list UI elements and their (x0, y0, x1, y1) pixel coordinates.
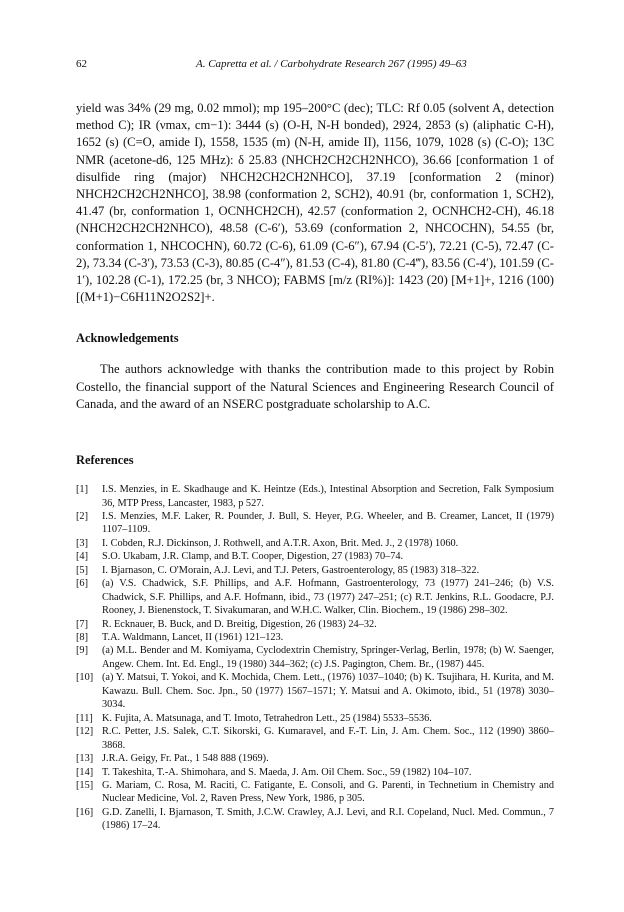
reference-number: [6] (76, 578, 89, 590)
reference-text: I. Bjarnason, C. O'Morain, A.J. Levi, and T.J. Peters, Gastroenterology, 85 (1983) 318–322. (102, 564, 480, 576)
running-head (76, 58, 554, 74)
journal-page (76, 58, 554, 833)
reference-number: [13] (76, 753, 94, 765)
reference-item (76, 510, 554, 537)
reference-number: [4] (76, 551, 89, 563)
experimental-paragraph (76, 100, 554, 306)
reference-text: (a) M.L. Bender and M. Komiyama, Cyclodextrin Chemistry, Springer-Verlag, Berlin, 1978; (b) W. Saenger, Angew. Chem. Int. Ed. Engl., 19 (1980) 344–362; (c) J.S. Pagington, Chem. Br., (1987) 445. (102, 645, 554, 670)
reference-number: [15] (76, 780, 94, 792)
reference-item (76, 550, 554, 563)
reference-item (76, 631, 554, 644)
reference-item (76, 725, 554, 752)
reference-text: G. Mariam, C. Rosa, M. Raciti, C. Fatigante, E. Consoli, and G. Parenti, in Technetium in Chemistry and Nuclear Medicine, Vol. 2, Raven Press, New York, 1986, p 305. (102, 780, 554, 805)
reference-text: I.S. Menzies, M.F. Laker, R. Pounder, J. Bull, S. Heyer, P.G. Wheeler, and B. Creamer, Lancet, II (1979) 1107–1109. (102, 510, 554, 536)
reference-number: [12] (76, 726, 94, 738)
reference-item (76, 712, 554, 725)
reference-text: R. Ecknauer, B. Buck, and D. Breitig, Digestion, 26 (1983) 24–32. (102, 618, 377, 630)
reference-item (76, 779, 554, 806)
reference-text: J.R.A. Geigy, Fr. Pat., 1 548 888 (1969). (102, 753, 269, 765)
reference-text: I.S. Menzies, in E. Skadhauge and K. Heintze (Eds.), Intestinal Absorption and Secretion, Falk Symposium 36, MTP Press, Lancaster, 1983, p 527. (102, 484, 554, 509)
reference-item (76, 766, 554, 779)
references-heading: References (76, 453, 134, 468)
reference-number: [14] (76, 766, 94, 778)
running-title: A. Capretta et al. / Carbohydrate Research 267 (1995) 49–63 (196, 58, 467, 70)
reference-item (76, 483, 554, 510)
reference-number: [16] (76, 806, 94, 818)
reference-item (76, 806, 554, 833)
reference-item (76, 537, 554, 550)
reference-text: T. Takeshita, T.-A. Shimohara, and S. Maeda, J. Am. Oil Chem. Soc., 59 (1982) 104–107. (102, 766, 472, 778)
reference-text: K. Fujita, A. Matsunaga, and T. Imoto, Tetrahedron Lett., 25 (1984) 5533–5536. (102, 712, 432, 724)
reference-number: [3] (76, 537, 89, 549)
reference-number: [1] (76, 484, 89, 496)
reference-item (76, 752, 554, 765)
reference-number: [9] (76, 645, 89, 657)
reference-text: I. Cobden, R.J. Dickinson, J. Rothwell, and A.T.R. Axon, Brit. Med. J., 2 (1978) 1060. (102, 537, 459, 549)
acknowledgements-heading: Acknowledgements (76, 331, 179, 346)
reference-text: S.O. Ukabam, J.R. Clamp, and B.T. Cooper, Digestion, 27 (1983) 70–74. (102, 551, 404, 563)
reference-item (76, 671, 554, 711)
page-number: 62 (76, 58, 87, 70)
reference-number: [10] (76, 672, 94, 684)
reference-number: [2] (76, 510, 89, 522)
reference-item (76, 564, 554, 577)
reference-item (76, 644, 554, 671)
reference-text: T.A. Waldmann, Lancet, II (1961) 121–123. (102, 632, 284, 644)
reference-item (76, 618, 554, 631)
reference-number: [7] (76, 618, 89, 630)
reference-number: [8] (76, 632, 89, 644)
reference-text: R.C. Petter, J.S. Salek, C.T. Sikorski, G. Kumaravel, and F.-T. Lin, J. Am. Chem. Soc., 112 (1990) 3860–3868. (102, 726, 554, 751)
acknowledgements-text: The authors acknowledge with thanks the contribution made to this project by Robin Costello, the financial support of the Natural Sciences and Engineering Research Council of Canada, and the award of an NSERC postgraduate scholarship to A.C. (76, 362, 554, 411)
characterization-text: yield was 34% (29 mg, 0.02 mmol); mp 195–200°C (dec); TLC: Rf 0.05 (solvent A, detection method C); IR (νmax, cm−1): 3444 (s) (O-H, N-H bonded), 2924, 2853 (s) (aliphatic C-H), 1652 (s) (C=O, amide I), 1558, 1535 (m) (N-H, amide II), 1156, 1079, 1028 (s) (C-O); 13C NMR (acetone-d6, 125 MHz): δ 25.83 (NHCH2CH2CH2NHCO), 36.66 [conformation 1 of disulfide ring (major) NHCH2CH2CH2NHCO], 37.19 [conformation 2 (minor) NHCH2CH2CH2NHCO], 38.98 (conformation 2, SCH2), 40.91 (br, conformation 1, SCH2), 41.47 (br, conformation 1, OCNHCH2CH), 42.57 (conformation 2, OCNHCH2-CH), 46.18 (NHCH2CH2CH2NHCO), 48.58 (C-6′), 53.69 (conformation 2, NHCOCHN), 54.55 (br, conformation 1, NHCOCHN), 60.72 (C-6), 61.09 (C-6″), 67.94 (C-5′), 72.21 (C-5), 72.47 (C-2), 73.34 (C-3′), 73.53 (C-3), 80.85 (C-4″), 81.53 (C-4), 81.80 (C-4‴), 83.56 (C-4′), 101.59 (C-1′), 102.28 (C-1), 172.25 (br, 3 NHCO); FABMS [m/z (RI%)]: 1423 (20) [M+1]+, 1216 (100) [(M+1)−C6H11N2O2S2]+. (76, 101, 554, 305)
reference-text: G.D. Zanelli, I. Bjarnason, T. Smith, J.C.W. Crawley, A.J. Levi, and R.I. Copeland, Nucl. Med. Commun., 7 (1986) 17–24. (102, 806, 554, 832)
reference-number: [11] (76, 712, 93, 724)
reference-number: [5] (76, 564, 89, 576)
reference-text: (a) Y. Matsui, T. Yokoi, and K. Mochida, Chem. Lett., (1976) 1037–1040; (b) K. Tsujihara, H. Kurita, and M. Kawazu. Bull. Chem. Soc. Jpn., 50 (1977) 1567–1571; Y. Matsui and A. Okimoto, ibid., 51 (1978) 3030–3034. (102, 672, 554, 711)
reference-text: (a) V.S. Chadwick, S.F. Phillips, and A.F. Hofmann, Gastroenterology, 73 (1977) 241–246; (b) V.S. Chadwick, S.F. Phillips, and A.F. Hofmann, ibid., 73 (1977) 247–251; (c) R.T. Jenkins, R.L. Goodacre, P.J. Rooney, J. Bienenstock, T. Sivakumaran, and W.H.C. Walker, Clin. Biochem., 19 (1986) 298–302. (102, 578, 554, 617)
reference-list (76, 483, 554, 833)
reference-item (76, 577, 554, 617)
